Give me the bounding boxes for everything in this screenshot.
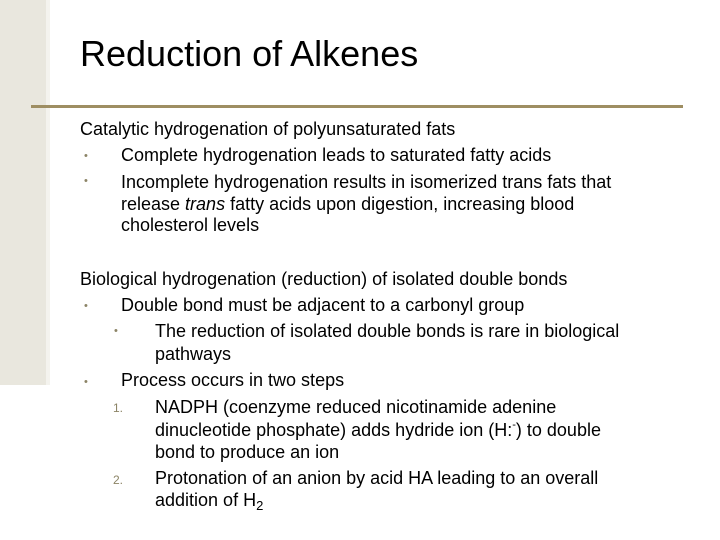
text-run: release — [121, 194, 186, 214]
section2-bullet2: Process occurs in two steps — [121, 370, 345, 390]
section2-sub1-line2: pathways — [155, 344, 232, 364]
section2-bullet1: Double bond must be adjacent to a carbonyl group — [121, 295, 525, 315]
sub-bullet-marker: • — [114, 325, 118, 337]
section1-bullet2-line3: cholesterol levels — [121, 215, 260, 235]
bullet-marker: • — [84, 150, 88, 162]
bullet-marker: • — [84, 175, 88, 187]
section1-bullet2-line2 — [121, 194, 574, 215]
section2-step1-line1: NADPH (coenzyme reduced nicotinamide adenine — [155, 397, 557, 417]
step-number: 2. — [113, 473, 124, 487]
trans-italic: trans — [185, 194, 226, 214]
text-run: ) to double — [515, 420, 601, 440]
slide-title: Reduction of Alkenes — [80, 33, 419, 74]
section1-bullet1: Complete hydrogenation leads to saturated fatty acids — [121, 145, 552, 165]
text-run: addition of H — [155, 490, 257, 510]
text-run: fatty acids upon digestion, increasing blood — [225, 194, 575, 214]
section2-sub1-line1: The reduction of isolated double bonds is rare in biological — [155, 321, 620, 341]
superscript-minus: - — [512, 419, 516, 431]
section2-step2-line1: Protonation of an anion by acid HA leading to an overall — [155, 468, 599, 488]
step-number: 1. — [113, 401, 124, 415]
section2-step2-line2 — [155, 490, 263, 511]
text-run: dinucleotide phosphate) adds hydride ion (H: — [155, 420, 513, 440]
section1-bullet2-line1: Incomplete hydrogenation results in isomerized trans fats that — [121, 172, 612, 192]
section2-step1-line3: bond to produce an ion — [155, 442, 340, 462]
bullet-marker: • — [84, 300, 88, 312]
section2-step1-line2 — [155, 420, 601, 441]
section1-heading: Catalytic hydrogenation of polyunsaturated fats — [80, 119, 456, 139]
subscript-two: 2 — [256, 498, 264, 513]
section2-heading: Biological hydrogenation (reduction) of isolated double bonds — [80, 269, 568, 289]
bullet-marker: • — [84, 376, 88, 388]
